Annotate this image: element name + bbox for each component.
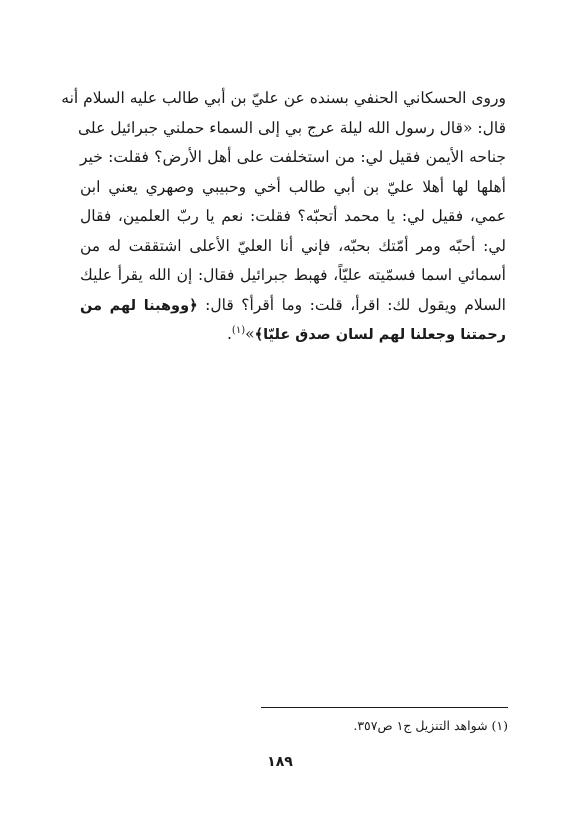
text-line-9	[80, 320, 506, 350]
quran-quote-end: رحمتنا وجعلنا لهم لسان صدق عليّا﴾	[254, 327, 506, 343]
footnote-marker: (١)	[231, 324, 246, 336]
text-line-5: عمي، فقيل لي: يا محمد أتحبّه؟ فقلت: نعم يا ربّ العلمين، فقال	[80, 207, 506, 225]
quran-quote-start: ﴿ووهبنا لهم من	[80, 297, 198, 314]
footnote: (١) شواهد التنزيل ج١ ص٣٥٧.	[353, 718, 508, 733]
main-text	[61, 84, 506, 350]
closing-quote: »	[245, 325, 255, 343]
text-line-1: وروى الحسكاني الحنفي بسنده عن عليّ بن أبي طالب عليه السلام أنه	[61, 89, 506, 107]
text-line-3: جناحه الأيمن فقيل لي: من استخلفت على أهل الأرض؟ فقلت: خير	[80, 148, 506, 166]
text-line-8-start: السلام ويقول لك: اقرأ، قلت: وما أقرأ؟ قال:	[205, 295, 506, 314]
text-line-7: أسمائي اسما فسمّيته عليّاً، فهبط جبرائيل فقال: إن الله يقرأ عليك	[80, 266, 506, 284]
text-line-2: قال: «قال رسول الله ليلة عرج بي إلى السماء حملني جبرائيل على	[78, 118, 506, 137]
text-line-8	[80, 291, 506, 321]
page-number: ١٨٩	[267, 754, 293, 770]
text-line-4: أهلها لها أهلا عليّ بن أبي طالب أخي وحبيبي وصهري يعني ابن	[80, 177, 506, 196]
footnote-separator	[261, 707, 508, 708]
closing-period: .	[226, 325, 232, 343]
text-line-6: لي: أحبّه ومر أمّتك بحبّه، فإني أنا العليّ الأعلى اشتققت له من	[80, 236, 506, 255]
